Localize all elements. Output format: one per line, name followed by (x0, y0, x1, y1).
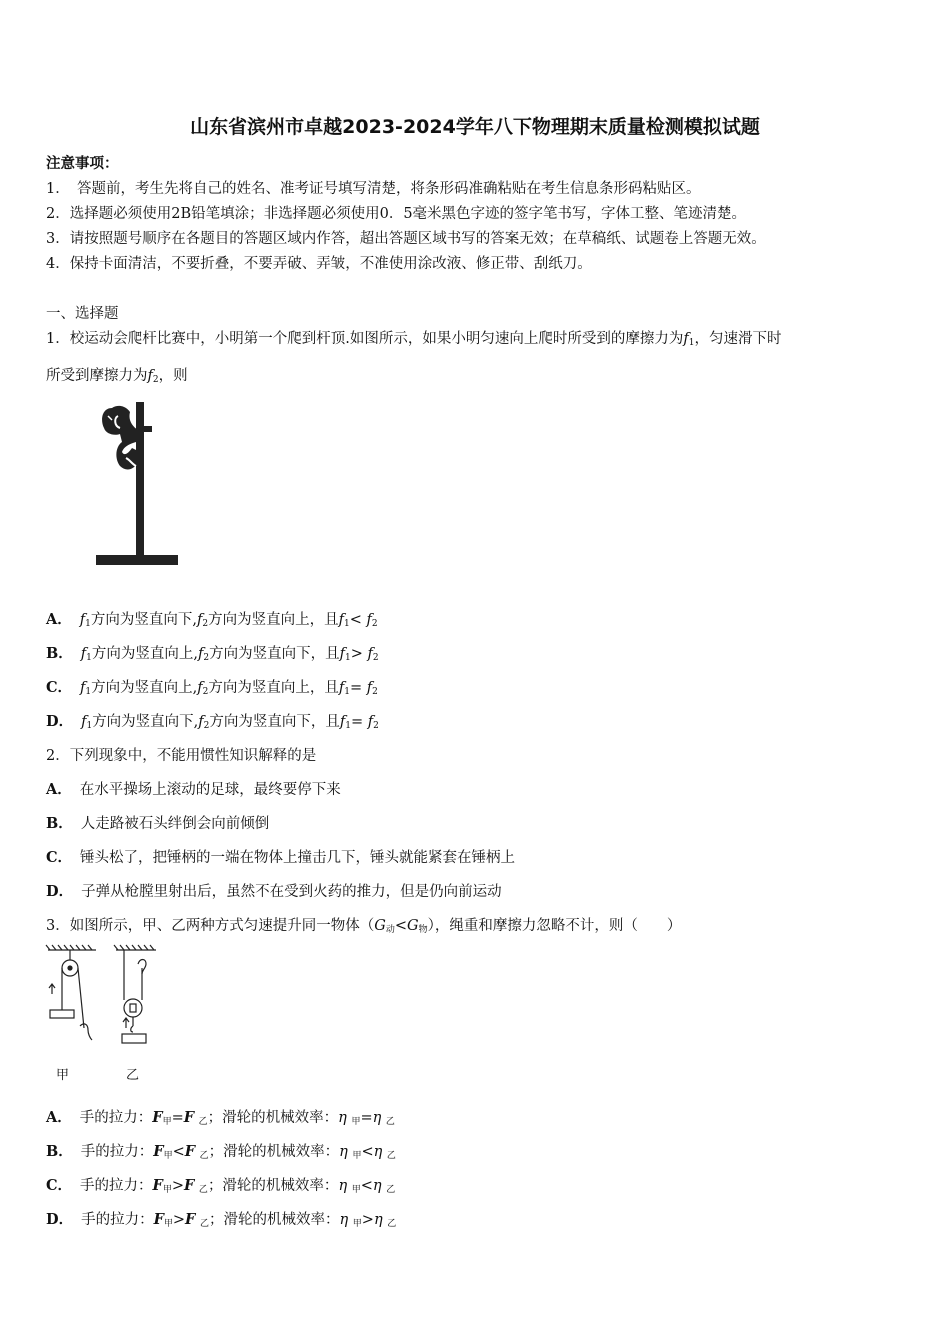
eta-symbol: η (372, 1110, 382, 1126)
f2-sub: 2 (202, 687, 209, 697)
f2-sub: 2 (202, 619, 209, 629)
efficiency-relation: > (361, 1212, 374, 1228)
sub-yi: 乙 (198, 1117, 208, 1127)
q2-option-a-key: A． (46, 781, 72, 798)
q1-option-a-part2: 方向为竖直向上，且 (208, 612, 339, 628)
q1-stem-text2: 所受到摩擦力为 (46, 368, 148, 384)
q3-option-a[interactable] (46, 1106, 395, 1127)
relation: < (349, 612, 362, 628)
pulley-figure (44, 944, 164, 1062)
force-symbol: F (153, 1211, 164, 1228)
q2-option-d-key: D． (46, 883, 74, 900)
f2-symbol: f (198, 714, 204, 730)
sub-jia: 甲 (163, 1219, 173, 1229)
q1-option-d-key: D． (46, 713, 74, 730)
q2-option-b-text: 人走路被石头绊倒会向前倾倒 (80, 816, 270, 832)
sub-jia: 甲 (352, 1151, 362, 1161)
q1-f1: f (683, 331, 689, 347)
f2-sub: 2 (203, 721, 210, 731)
f2-symbol: f (197, 680, 203, 696)
q2-stem: 2．下列现象中，不能用惯性知识解释的是 (46, 748, 317, 764)
force-symbol: F (153, 1143, 164, 1160)
q1-stem-line1 (46, 327, 781, 348)
pull-label: 手的拉力： (80, 1144, 154, 1160)
q3-option-d-key: D． (46, 1211, 74, 1228)
eta-symbol: η (338, 1110, 347, 1126)
pole-climbing-figure (92, 396, 182, 572)
g-sub-dong: 动 (385, 925, 395, 935)
f1-symbol: f (80, 646, 87, 662)
q2-option-c-key: C． (46, 849, 73, 866)
q2-option-b[interactable] (46, 812, 269, 833)
g-symbol: G (407, 918, 419, 934)
relation: = (351, 714, 364, 730)
q1-option-a-part1: 方向为竖直向下, (90, 612, 197, 628)
sub-jia: 甲 (351, 1117, 361, 1127)
sub-yi: 乙 (386, 1151, 396, 1161)
eta-symbol: η (339, 1212, 349, 1228)
relation: > (350, 646, 363, 662)
q1-option-d[interactable] (46, 710, 379, 731)
f1-symbol: f (80, 680, 86, 696)
q2-option-c-text: 锤头松了，把锤柄的一端在物体上撞击几下，锤头就能紧套在锤柄上 (80, 850, 516, 866)
eta-symbol: η (372, 1178, 382, 1194)
f1-sub: 1 (344, 653, 351, 663)
sub-yi: 乙 (387, 1219, 397, 1229)
force-symbol: F (185, 1211, 196, 1228)
q1-option-b-part1: 方向为竖直向上, (91, 646, 198, 662)
g-symbol: G (374, 918, 386, 934)
q1-option-b-key: B． (46, 645, 73, 662)
q2-option-c[interactable] (46, 846, 515, 867)
force-symbol: F (152, 1109, 163, 1126)
f2-sub: 2 (372, 653, 379, 663)
q3-option-d[interactable] (46, 1208, 396, 1229)
page-title: 山东省滨州市卓越2023-2024学年八下物理期末质量检测模拟试题 (190, 116, 760, 138)
note-item-1: 1． 答题前，考生先将自己的姓名、准考证号填写清楚，将条形码准确粘贴在考生信息条形码粘贴区。 (46, 181, 701, 197)
f2-symbol: f (366, 612, 372, 628)
q2-option-b-key: B． (46, 815, 73, 832)
q1-option-d-part2: 方向为竖直向下，且 (209, 714, 340, 730)
f1-symbol: f (339, 714, 346, 730)
f1-symbol: f (79, 612, 86, 628)
note-item-4: 4．保持卡面清洁，不要折叠，不要弄破、弄皱，不准使用涂改液、修正带、刮纸刀。 (46, 256, 592, 272)
force-symbol: F (184, 1177, 195, 1194)
f1-sub: 1 (343, 619, 350, 629)
f1-symbol: f (338, 612, 344, 628)
f2-symbol: f (197, 646, 204, 662)
f1-sub: 1 (85, 619, 91, 629)
efficiency-label: ；滑轮的机械效率： (208, 1212, 340, 1228)
eta-symbol: η (373, 1144, 383, 1160)
q1-f1-sub: 1 (688, 338, 695, 348)
sub-yi: 乙 (385, 1117, 395, 1127)
f2-sub: 2 (372, 687, 378, 697)
eta-symbol: η (338, 1178, 348, 1194)
lt-sign: < (394, 918, 407, 934)
section-heading: 一、选择题 (46, 306, 119, 322)
q1-stem-text: 1．校运动会爬杆比赛中，小明第一个爬到杆顶.如图所示，如果小明匀速向上爬时所受到的摩擦力为 (46, 331, 684, 347)
efficiency-relation: = (360, 1110, 373, 1126)
relation: = (349, 680, 363, 696)
q2-option-a[interactable] (46, 778, 341, 799)
q1-f2-sub: 2 (152, 375, 159, 385)
q1-option-a[interactable] (46, 608, 378, 629)
sub-jia: 甲 (351, 1185, 361, 1195)
f2-sub: 2 (371, 619, 378, 629)
efficiency-relation: < (361, 1144, 374, 1160)
q3-option-a-key: A． (46, 1109, 72, 1126)
q2-option-a-text: 在水平操场上滚动的足球，最终要停下来 (79, 782, 341, 798)
note-item-3: 3．请按照题号顺序在各题目的答题区域内作答，超出答题区域书写的答案无效；在草稿纸、试题卷上答题无效。 (46, 231, 766, 247)
eta-symbol: η (339, 1144, 348, 1160)
q1-stem-end: ，匀速滑下时 (694, 331, 782, 347)
q1-option-d-part1: 方向为竖直向下, (92, 714, 199, 730)
efficiency-label: ；滑轮的机械效率： (207, 1178, 339, 1194)
label-yi: 乙 (126, 1068, 140, 1083)
f1-sub: 1 (86, 721, 93, 731)
efficiency-label: ；滑轮的机械效率： (207, 1110, 339, 1126)
f2-sub: 2 (373, 721, 379, 731)
f1-symbol: f (81, 714, 87, 730)
f2-sub: 2 (203, 653, 210, 663)
q1-option-c[interactable] (46, 676, 378, 697)
q2-option-d[interactable] (46, 880, 502, 901)
q3-stem (46, 914, 681, 935)
q1-stem-line2 (46, 364, 188, 385)
f2-symbol: f (196, 612, 203, 628)
sub-jia: 甲 (352, 1219, 362, 1229)
f2-symbol: f (366, 680, 373, 696)
q1-option-b-part2: 方向为竖直向下，且 (209, 646, 340, 662)
sub-jia: 甲 (162, 1117, 172, 1127)
pull-label: 手的拉力： (79, 1110, 153, 1126)
force-symbol: F (152, 1177, 163, 1194)
q1-f2: f (147, 368, 153, 384)
efficiency-relation: < (360, 1178, 373, 1194)
sub-jia: 甲 (162, 1185, 172, 1195)
q1-stem-end2: ，则 (158, 368, 188, 384)
q3-stem-b: ），绳重和摩擦力忽略不计，则（ ） (427, 918, 682, 934)
f2-symbol: f (367, 646, 373, 662)
note-item-2: 2．选择题必须使用2B铅笔填涂；非选择题必须使用0．5毫米黑色字迹的签字笔书写，字体工整、笔迹清楚。 (46, 206, 747, 222)
f2-symbol: f (367, 714, 374, 730)
pull-label: 手的拉力： (81, 1212, 154, 1228)
sub-jia: 甲 (163, 1151, 173, 1161)
efficiency-label: ；滑轮的机械效率： (208, 1144, 340, 1160)
eta-symbol: η (373, 1212, 383, 1228)
sub-yi: 乙 (198, 1185, 208, 1195)
sub-yi: 乙 (199, 1151, 209, 1161)
force-relation: > (171, 1178, 185, 1194)
f1-sub: 1 (85, 687, 92, 697)
q1-option-c-part1: 方向为竖直向上, (91, 680, 198, 696)
q3-stem-a: 3．如图所示，甲、乙两种方式匀速提升同一物体（ (46, 918, 375, 934)
f1-sub: 1 (344, 687, 350, 697)
sub-yi: 乙 (386, 1185, 396, 1195)
label-jia: 甲 (56, 1068, 70, 1083)
notes-heading: 注意事项： (46, 155, 119, 172)
force-relation: < (172, 1144, 185, 1160)
f1-sub: 1 (86, 653, 92, 663)
g-sub-wu: 物 (418, 925, 428, 935)
f1-sub: 1 (345, 721, 352, 731)
pull-label: 手的拉力： (80, 1178, 153, 1194)
q2-option-d-text: 子弹从枪膛里射出后，虽然不在受到火药的推力，但是仍向前运动 (81, 884, 502, 900)
force-relation: = (171, 1110, 184, 1126)
f1-symbol: f (339, 646, 345, 662)
q1-option-c-part2: 方向为竖直向上，且 (208, 680, 339, 696)
sub-yi: 乙 (199, 1219, 209, 1229)
q1-option-c-key: C． (46, 679, 73, 696)
q1-option-a-key: A． (46, 611, 72, 628)
force-symbol: F (184, 1143, 196, 1160)
force-relation: > (172, 1212, 186, 1228)
q3-option-c-key: C． (46, 1177, 73, 1194)
q1-option-b[interactable] (46, 642, 379, 663)
q3-option-c[interactable] (46, 1174, 395, 1195)
q3-option-b[interactable] (46, 1140, 396, 1161)
f1-symbol: f (338, 680, 345, 696)
q3-option-b-key: B． (46, 1143, 73, 1160)
force-symbol: F (183, 1109, 195, 1126)
